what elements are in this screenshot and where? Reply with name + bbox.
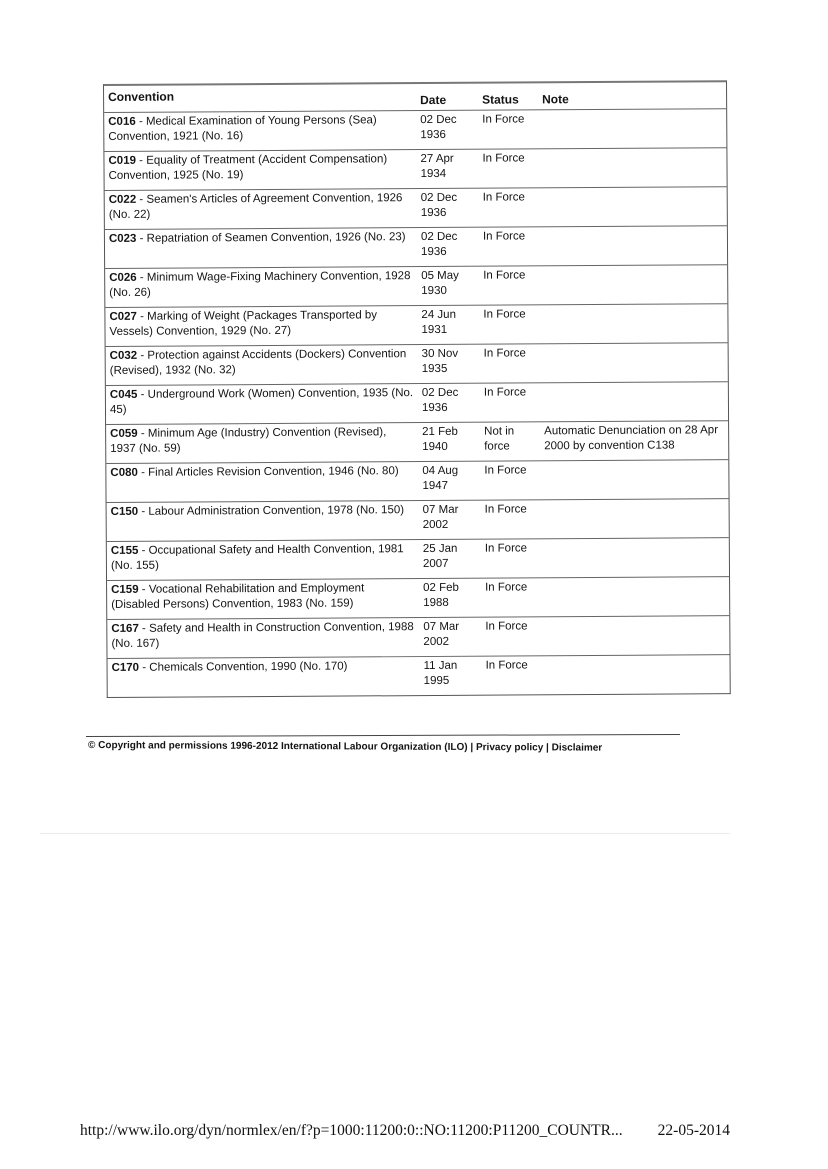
date-cell (419, 579, 481, 617)
date-cell (418, 462, 480, 500)
convention-title: - Seamen's Articles of Agreement Convention, 1926 (No. 22) (108, 192, 403, 221)
note-cell (538, 109, 726, 148)
header-date: Date (420, 92, 447, 108)
convention-cell (105, 228, 417, 268)
convention-code-link[interactable]: C045 (109, 388, 138, 401)
table-row (106, 420, 728, 463)
status-cell (480, 461, 540, 499)
convention-code-link[interactable]: C026 (109, 271, 137, 284)
note-cell (541, 616, 729, 655)
note-cell (539, 226, 727, 265)
note-cell (538, 148, 726, 187)
status-cell (478, 149, 538, 187)
status-text: In Force (482, 230, 526, 243)
note-cell (539, 265, 727, 304)
status-cell (481, 617, 541, 655)
note-cell (541, 499, 729, 538)
date-cell (418, 384, 480, 422)
convention-title: - Labour Administration Convention, 1978 (No. 150) (138, 504, 405, 518)
table-row (105, 303, 727, 346)
convention-code-link[interactable]: C022 (108, 193, 137, 206)
convention-code-link[interactable]: C032 (109, 349, 138, 362)
convention-title: - Equality of Treatment (Accident Compensation) Convention, 1925 (No. 19) (108, 153, 388, 182)
status-cell (479, 227, 539, 265)
table-row (105, 225, 727, 268)
note-cell (541, 538, 729, 577)
status-cell (479, 266, 539, 304)
ratification-date: 02 Dec 1936 (420, 230, 458, 259)
status-text: In Force (483, 308, 526, 321)
status-cell (481, 578, 541, 616)
date-cell (416, 111, 478, 149)
header-note: Note (542, 92, 569, 107)
convention-title: - Medical Examination of Young Persons (Sea) Convention, 1921 (No. 16) (108, 114, 377, 143)
convention-code-link[interactable]: C150 (110, 505, 139, 518)
ratification-date: 02 Dec 1936 (420, 191, 458, 220)
convention-cell (105, 306, 417, 346)
date-cell (419, 501, 481, 539)
footer-divider (86, 734, 680, 737)
convention-code-link[interactable]: C155 (110, 544, 139, 557)
convention-code-link[interactable]: C023 (108, 232, 137, 245)
note-cell (539, 304, 727, 343)
convention-title: - Vocational Rehabilitation and Employment (Disabled Persons) Convention, 1983 (No. 159) (111, 582, 365, 611)
convention-code-link[interactable]: C170 (111, 661, 140, 674)
convention-cell (106, 384, 418, 424)
note-cell (539, 187, 727, 226)
status-cell (479, 305, 539, 343)
status-text: In Force (483, 347, 526, 360)
note-cell (542, 655, 730, 694)
status-text: Not in force (484, 425, 515, 453)
convention-cell (105, 189, 417, 229)
convention-cell (106, 423, 418, 463)
convention-code-link[interactable]: C027 (109, 310, 137, 323)
table-row (106, 459, 728, 502)
date-cell (417, 228, 479, 266)
table-row (105, 186, 727, 229)
convention-cell (106, 345, 418, 385)
convention-code-link[interactable]: C019 (108, 154, 137, 167)
status-text: In Force (482, 152, 525, 165)
print-date: 22-05-2014 (657, 1122, 730, 1139)
ratification-date: 07 Mar 2002 (423, 620, 460, 649)
table-row (106, 342, 728, 385)
table-row (107, 537, 729, 580)
status-cell (479, 188, 539, 226)
header-convention: Convention (108, 89, 175, 104)
table-body (104, 108, 730, 697)
ratification-date: 04 Aug 1947 (422, 464, 459, 493)
convention-title: - Occupational Safety and Health Convention, 1981 (No. 155) (110, 543, 404, 572)
note-cell (541, 577, 729, 616)
table-row (106, 381, 728, 424)
print-url: http://www.ilo.org/dyn/normlex/en/f?p=1000:11200:0::NO:11200:P11200_COUNTR... (80, 1122, 623, 1139)
status-text: In Force (482, 191, 525, 204)
status-text: In Force (484, 542, 528, 555)
convention-code-link[interactable]: C080 (110, 466, 138, 479)
table-row (104, 108, 726, 151)
status-cell (480, 422, 540, 460)
convention-cell (107, 618, 419, 658)
status-cell (478, 110, 538, 148)
convention-title: - Protection against Accidents (Dockers) Convention (Revised), 1932 (No. 32) (109, 348, 407, 377)
convention-code-link[interactable]: C059 (110, 427, 138, 440)
convention-title: - Repatriation of Seamen Convention, 1926 (No. 23) (136, 231, 406, 245)
convention-title: - Minimum Age (Industry) Convention (Revised), 1937 (No. 59) (110, 426, 387, 455)
status-text: In Force (484, 464, 527, 477)
date-cell (417, 267, 479, 305)
convention-cell (107, 540, 419, 580)
status-text: In Force (483, 386, 527, 399)
convention-code-link[interactable]: C016 (108, 115, 136, 128)
convention-title: - Underground Work (Women) Convention, 1935 (No. 45) (109, 387, 414, 416)
date-cell (419, 618, 481, 656)
status-text: In Force (485, 659, 528, 672)
table-row (105, 264, 727, 307)
table-row (108, 654, 730, 697)
ratification-date: 02 Dec 1936 (421, 386, 459, 415)
ratification-date: 25 Jan 2007 (422, 542, 458, 571)
ratification-date: 11 Jan 1995 (423, 659, 458, 688)
status-cell (481, 500, 541, 538)
note-text: Automatic Denunciation on 28 Apr 2000 by convention C138 (544, 424, 719, 453)
status-text: In Force (482, 113, 525, 126)
status-cell (480, 383, 540, 421)
ratification-date: 27 Apr 1934 (420, 152, 454, 181)
status-cell (480, 344, 540, 382)
table-header-row (104, 82, 726, 112)
status-text: In Force (483, 269, 526, 282)
status-cell (482, 656, 542, 694)
table-row (104, 147, 726, 190)
convention-title: - Final Articles Revision Convention, 1946 (No. 80) (137, 465, 399, 479)
scan-divider (40, 833, 730, 834)
table-row (107, 498, 729, 541)
convention-title: - Minimum Wage-Fixing Machinery Convention, 1928 (No. 26) (109, 270, 411, 299)
convention-cell (104, 150, 416, 190)
date-cell (420, 657, 482, 695)
table-row (107, 615, 729, 658)
status-text: In Force (484, 503, 527, 516)
convention-code-link[interactable]: C159 (111, 583, 139, 596)
date-cell (419, 540, 481, 578)
convention-title: - Marking of Weight (Packages Transported by Vessels) Convention, 1929 (No. 27) (109, 309, 378, 338)
convention-title: - Safety and Health in Construction Convention, 1988 (No. 167) (111, 621, 414, 650)
ratification-date: 07 Mar 2002 (422, 503, 459, 532)
status-text: In Force (485, 581, 528, 594)
date-cell (416, 150, 478, 188)
convention-cell (105, 267, 417, 307)
note-cell (540, 382, 728, 421)
convention-code-link[interactable]: C167 (111, 622, 139, 635)
status-cell (481, 539, 541, 577)
ratification-date: 05 May 1930 (421, 269, 459, 298)
ratification-date: 02 Feb 1988 (423, 581, 459, 610)
date-cell (417, 306, 479, 344)
date-cell (418, 345, 480, 383)
table-row (107, 576, 729, 619)
ratification-date: 30 Nov 1935 (421, 347, 459, 376)
note-cell (540, 421, 728, 460)
convention-cell (107, 501, 419, 541)
copyright-text: © Copyright and permissions 1996-2012 International Labour Organization (ILO) | Privacy policy | Disclaimer (87, 740, 603, 754)
convention-cell (107, 579, 419, 619)
convention-title: - Chemicals Convention, 1990 (No. 170) (139, 660, 348, 674)
date-cell (417, 189, 479, 227)
note-cell (540, 460, 728, 499)
conventions-table (103, 80, 731, 698)
convention-cell (104, 111, 416, 151)
date-cell (418, 423, 480, 461)
ratification-date: 21 Feb 1940 (422, 425, 458, 454)
convention-cell (108, 657, 420, 697)
header-status: Status (482, 92, 519, 107)
status-text: In Force (485, 620, 528, 633)
ratification-date: 24 Jun 1931 (421, 308, 456, 337)
convention-cell (106, 462, 418, 502)
ratification-date: 02 Dec 1936 (420, 113, 457, 142)
note-cell (540, 343, 728, 382)
